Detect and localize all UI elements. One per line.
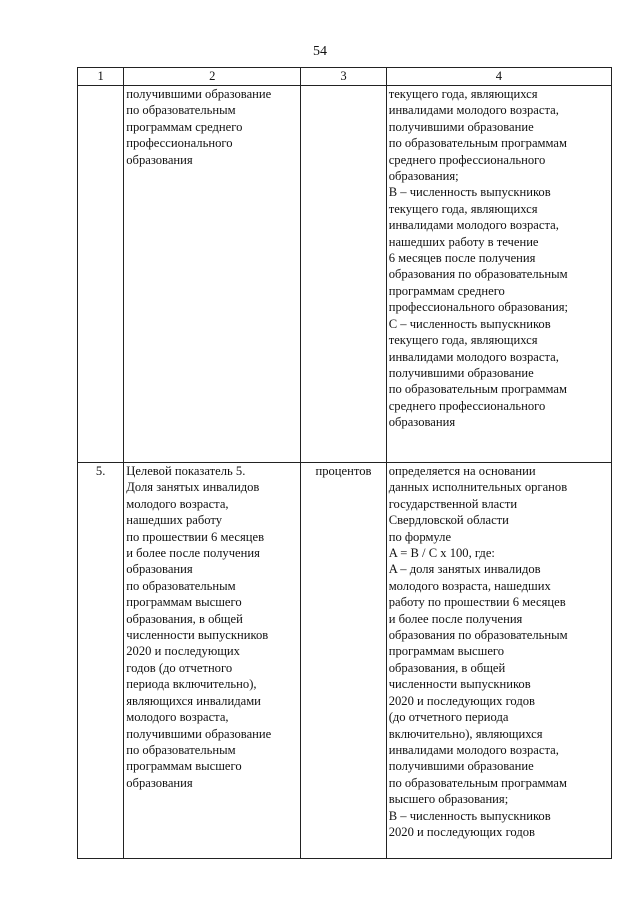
cell-text-line: 2020 и последующих годов <box>388 693 536 708</box>
cell-text-line: государственной власти <box>388 496 518 511</box>
indicators-table <box>77 67 612 859</box>
cell-text-line: получившими образование <box>126 726 272 741</box>
cell-text-line: 2020 и последующих годов <box>388 824 536 839</box>
cell-text-line: Доля занятых инвалидов <box>126 480 260 495</box>
header-cell-1: 1 <box>78 68 124 86</box>
cell-text-line: по образовательным <box>126 578 236 593</box>
cell-text-line: текущего года, являющихся <box>388 87 538 101</box>
cell-text-line: молодого возраста, <box>126 496 229 511</box>
cell-text-line: образования, в общей <box>126 611 243 626</box>
cell-text-line: B – численность выпускников <box>388 808 551 823</box>
cell-text-line: образования, в общей <box>388 660 506 675</box>
cell-text-line: B – численность выпускников <box>388 185 551 200</box>
row-number-cell: 5. <box>78 463 124 859</box>
cell-text-line: численности выпускников <box>126 628 269 643</box>
cell-text-line: включительно), являющихся <box>388 726 543 741</box>
cell-text-line: образования <box>126 775 193 790</box>
cell-text-line: профессионального образования; <box>388 300 569 315</box>
cell-text-line: инвалидами молодого возраста, <box>388 349 559 364</box>
row-number-cell <box>78 86 124 463</box>
cell-text-line: нашедших работу <box>126 513 223 528</box>
cell-text-line: образования <box>126 562 193 577</box>
cell-text-line: Свердловской области <box>388 513 509 528</box>
cell-text-line: получившими образование <box>388 365 534 380</box>
cell-text-line: по образовательным программам <box>388 382 567 397</box>
cell-text-line: и более после получения <box>388 611 523 626</box>
cell-text-line: A – доля занятых инвалидов <box>388 562 541 577</box>
cell-text-line: профессионального <box>126 136 233 151</box>
cell-text-line: периода включительно), <box>126 677 257 692</box>
cell-text-line: высшего образования; <box>388 792 509 807</box>
cell-text-line: инвалидами молодого возраста, <box>388 742 559 757</box>
cell-text-line: годов (до отчетного <box>126 660 233 675</box>
cell-text-line: программам высшего <box>126 595 242 610</box>
cell-text-line: образования по образовательным <box>388 267 568 282</box>
cell-text-line: являющихся инвалидами <box>126 693 261 708</box>
cell-text-line: по формуле <box>388 529 452 544</box>
cell-text-line: текущего года, являющихся <box>388 333 538 348</box>
cell-text-line: (до отчетного периода <box>388 710 509 725</box>
method-cell <box>386 463 611 859</box>
indicator-cell <box>124 86 301 463</box>
header-cell-4: 4 <box>386 68 611 86</box>
table-header-row <box>78 68 612 86</box>
cell-text-line: 6 месяцев после получения <box>388 251 536 266</box>
table-row <box>78 86 612 463</box>
cell-text-line: численности выпускников <box>388 677 531 692</box>
cell-text-line: получившими образование <box>388 119 534 134</box>
table-row <box>78 463 612 859</box>
cell-text-line: данных исполнительных органов <box>388 480 568 495</box>
cell-text-line: текущего года, являющихся <box>388 201 538 216</box>
cell-text-line: определяется на основании <box>388 464 536 478</box>
cell-text-line: нашедших работу в течение <box>388 234 539 249</box>
header-cell-2: 2 <box>124 68 301 86</box>
method-cell <box>386 86 611 463</box>
cell-text-line: получившими образование <box>126 87 272 101</box>
cell-text-line: и более после получения <box>126 546 260 561</box>
cell-text-line: образования <box>388 415 456 430</box>
header-cell-3: 3 <box>301 68 386 86</box>
unit-cell <box>301 86 386 463</box>
cell-text-line: среднего профессионального <box>388 152 546 167</box>
cell-text-line: программам среднего <box>126 119 243 134</box>
cell-text-line: по прошествии 6 месяцев <box>126 529 265 544</box>
cell-text-line: A = B / C x 100, где: <box>388 546 495 561</box>
cell-text-line: образования; <box>388 169 459 184</box>
cell-text-line: по образовательным программам <box>388 136 567 151</box>
cell-text-line: среднего профессионального <box>388 398 546 413</box>
cell-text-line: программам высшего <box>126 759 242 774</box>
cell-text-line: программам среднего <box>388 283 505 298</box>
page-number: 54 <box>313 44 327 59</box>
cell-text-line: программам высшего <box>388 644 505 659</box>
indicator-cell <box>124 463 301 859</box>
cell-text-line: молодого возраста, <box>126 710 229 725</box>
cell-text-line: получившими образование <box>388 759 534 774</box>
cell-text-line: по образовательным <box>126 103 236 118</box>
cell-text-line: инвалидами молодого возраста, <box>388 103 559 118</box>
unit-cell: процентов <box>301 463 386 859</box>
cell-text-line: по образовательным программам <box>388 775 567 790</box>
cell-text-line: Целевой показатель 5. <box>126 464 246 478</box>
cell-text-line: по образовательным <box>126 742 236 757</box>
cell-text-line: образования <box>126 152 193 167</box>
cell-text-line: инвалидами молодого возраста, <box>388 218 559 233</box>
cell-text-line: образования по образовательным <box>388 628 568 643</box>
cell-text-line: 2020 и последующих <box>126 644 240 659</box>
cell-text-line: C – численность выпускников <box>388 316 551 331</box>
cell-text-line: работу по прошествии 6 месяцев <box>388 595 566 610</box>
cell-text-line: молодого возраста, нашедших <box>388 578 551 593</box>
